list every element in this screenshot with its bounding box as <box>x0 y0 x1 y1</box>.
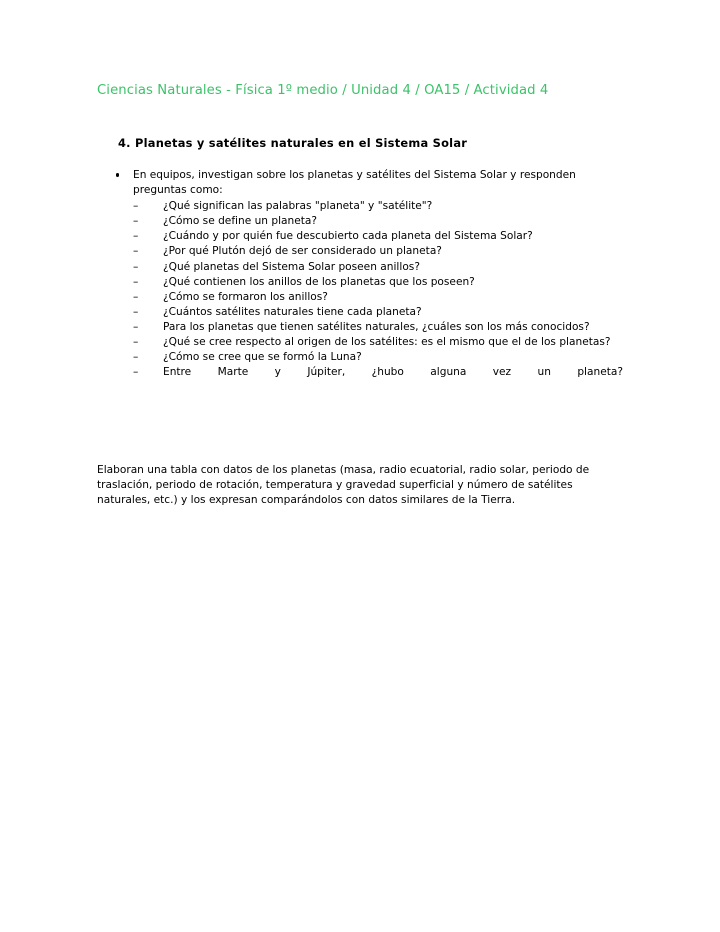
activity-title: Planetas y satélites naturales en el Sistema Solar <box>135 136 468 150</box>
closing-paragraph: Elaboran una tabla con datos de los planetas (masa, radio ecuatorial, radio solar, periodo de traslación, periodo de rotación, temperatura y gravedad superficial y número de satélites naturales, etc.) y los expresan comparándolos con datos similares de la Tierra. <box>97 463 590 506</box>
question-text: ¿Cómo se formaron los anillos? <box>163 290 328 303</box>
list-item <box>97 320 623 335</box>
question-text: Para los planetas que tienen satélites naturales, ¿cuáles son los más conocidos? <box>163 320 590 333</box>
course-breadcrumb: Ciencias Naturales - Física 1º medio / Unidad 4 / OA15 / Actividad 4 <box>97 83 549 98</box>
dash-marker-icon: – <box>133 260 139 273</box>
dash-marker-icon: – <box>133 245 139 258</box>
list-item <box>97 335 623 350</box>
question-text: ¿Cuándo y por quién fue descubierto cada planeta del Sistema Solar? <box>163 230 533 243</box>
dash-marker-icon: – <box>133 366 139 379</box>
list-item <box>97 350 623 365</box>
question-text: ¿Qué planetas del Sistema Solar poseen anillos? <box>163 260 420 273</box>
question-text: ¿Por qué Plutón dejó de ser considerado un planeta? <box>163 245 442 258</box>
list-item <box>97 305 623 320</box>
list-item <box>97 199 623 214</box>
dash-marker-icon: – <box>133 305 139 318</box>
list-item <box>97 260 623 275</box>
question-text: ¿Qué contienen los anillos de los planetas que los poseen? <box>163 275 475 288</box>
question-list <box>97 199 623 380</box>
intro-text: En equipos, investigan sobre los planetas y satélites del Sistema Solar y responden preguntas como: <box>133 169 576 197</box>
dash-marker-icon: – <box>133 290 139 303</box>
question-text: ¿Cómo se define un planeta? <box>163 215 318 228</box>
question-text: ¿Cuántos satélites naturales tiene cada planeta? <box>163 305 422 318</box>
list-item <box>97 290 623 305</box>
question-text: ¿Qué se cree respecto al origen de los satélites: es el mismo que el de los planetas? <box>163 336 611 349</box>
dash-marker-icon: – <box>133 275 139 288</box>
list-item <box>97 244 623 259</box>
activity-number: 4. <box>118 136 131 150</box>
dash-marker-icon: – <box>133 215 139 228</box>
activity-body <box>97 168 623 380</box>
list-item <box>97 275 623 290</box>
question-text: ¿Cómo se cree que se formó la Luna? <box>163 351 362 364</box>
dash-marker-icon: – <box>133 351 139 364</box>
intro-bullet-item <box>97 168 623 198</box>
list-item <box>97 214 623 229</box>
question-text: Entre Marte y Júpiter, ¿hubo alguna vez un planeta? <box>163 366 623 379</box>
dash-marker-icon: – <box>133 320 139 333</box>
question-text: ¿Qué significan las palabras "planeta" y "satélite"? <box>163 200 433 213</box>
list-item <box>97 365 623 380</box>
dash-marker-icon: – <box>133 230 139 243</box>
activity-heading <box>118 136 623 151</box>
dash-marker-icon: – <box>133 200 139 213</box>
list-item <box>97 229 623 244</box>
dash-marker-icon: – <box>133 336 139 349</box>
bullet-disc-icon <box>116 173 119 176</box>
